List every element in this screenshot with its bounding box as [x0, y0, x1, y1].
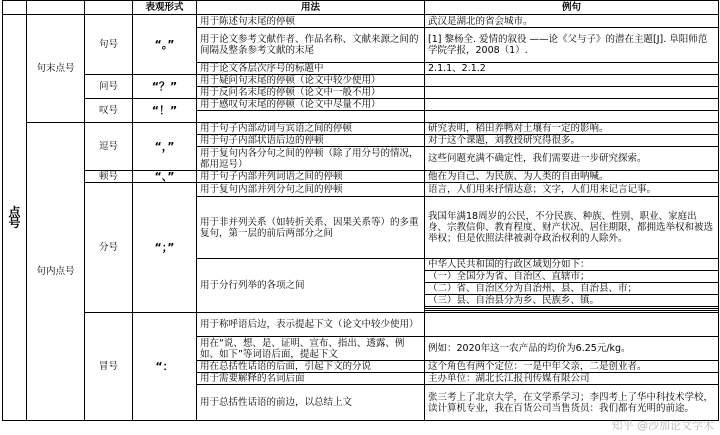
header-blank-3	[85, 1, 133, 15]
subcategory-end: 句末点号	[27, 15, 85, 123]
question-usage-1: 用于疑问句末尾的停顿（论文中较少使用）	[197, 75, 425, 87]
name-exclaim: 叹号	[85, 99, 133, 123]
question-example-1	[425, 75, 719, 87]
comma-example-2: 对于这个课题，刘教授研究得很多。	[425, 135, 719, 147]
mark-semicolon: “；”	[133, 183, 197, 313]
colon-usage-1: 用于称呼语后边，表示提起下文（论文中较少使用）	[197, 313, 425, 337]
comma-usage-1: 用于句子内部动词与宾语之间的停顿	[197, 123, 425, 135]
semicolon-example-3-line-2: （一）全国分为省、自治区、直辖市；	[425, 271, 719, 283]
name-dun: 顿号	[85, 171, 133, 183]
semicolon-usage-3: 用于分行列举的各项之间	[197, 259, 425, 313]
semicolon-example-2: 我国年满18周岁的公民，不分民族、种族、性别、职业、家庭出身、宗教信仰、教育程度、财产状况、居住期限，都拥选举权和被选举权；但是依照法律被剥夺政治权利的人除外。	[425, 197, 719, 259]
comma-usage-2: 用于句子内部状语后边的停顿	[197, 135, 425, 147]
semicolon-usage-1: 用于复句内部并列分句之间的停顿	[197, 183, 425, 197]
comma-usage-3: 用于复句内各分句之间的停顿（除了用分号的情况，都用逗号）	[197, 147, 425, 171]
colon-usage-2: 用在“说、想、是、证明、宣布、指出、透露、例如、如下”等词语后面，提起下文	[197, 337, 425, 361]
exclaim-usage-1: 用于感叹句末尾的停顿（论文中尽量不用）	[197, 99, 425, 111]
exclaim-example-1	[425, 99, 719, 111]
header-usage: 用法	[197, 1, 425, 15]
colon-example-2: 例如：2020年这一农产品的均价为6.25元/kg。	[425, 337, 719, 361]
name-colon: 冒号	[85, 313, 133, 421]
colon-usage-5: 用于总括性话语的前边，以总结上文	[197, 385, 425, 421]
comma-example-3: 这些问题充满不确定性，我们需要进一步研究探索。	[425, 147, 719, 171]
name-period: 句号	[85, 15, 133, 75]
exclaim-example-blank	[425, 111, 719, 123]
colon-example-4: 主办单位：湖北长江报刊传媒有限公司	[425, 373, 719, 385]
period-usage-1: 用于陈述句末尾的停顿	[197, 15, 425, 28]
subcategory-inner: 句内点号	[27, 123, 85, 421]
colon-example-5: 张三考上了北京大学，在文学系学习；李四考上了华中科技术学校，读计算机专业，我在百货公司当售货员：我们都有光明的前途。	[425, 385, 719, 421]
category-dianhao: 点号	[3, 15, 27, 421]
period-usage-3: 用于论文各层次序号的标题中	[197, 63, 425, 75]
mark-colon: “：	[133, 313, 197, 421]
question-example-2	[425, 87, 719, 99]
colon-example-3: 这个角色有两个定位：一是中年父亲，二是创业者。	[425, 361, 719, 373]
semicolon-example-3-line-4: （三）县、自治县分为乡、民族乡、镇。	[425, 295, 719, 307]
semicolon-example-3-line-1: 中华人民共和国的行政区域划分如下：	[425, 259, 719, 271]
semicolon-usage-2: 用于非并列关系（如转折关系、因果关系等）的多重复句，第一层的前后两部分之间	[197, 197, 425, 259]
period-example-2: [1] 黎杨全. 爱情的叙役 ——论《父与子》的潜在主题[J]. 阜阳师范学院学报，2008（1）.	[425, 28, 719, 63]
mark-dun: “、”	[133, 171, 197, 183]
colon-usage-4: 用于需要解释的名词后面	[197, 373, 425, 385]
punctuation-table	[2, 0, 719, 421]
dun-usage-1: 用于句子内部并列词语之间的停顿	[197, 171, 425, 183]
exclaim-usage-blank	[197, 111, 425, 123]
semicolon-example-1: 语言，人们用来抒情达意；文字，人们用来记言记事。	[425, 183, 719, 197]
header-form: 表观形式	[133, 1, 197, 15]
period-example-1: 武汉是湖北的省会城市。	[425, 15, 719, 28]
colon-example-1	[425, 313, 719, 337]
comma-example-1: 研究表明，稻田养鸭对土壤有一定的影响。	[425, 123, 719, 135]
question-usage-2: 用于反问名末尾的停顿（论文中一般不用）	[197, 87, 425, 99]
name-question: 问号	[85, 75, 133, 99]
mark-period: “。”	[133, 15, 197, 75]
period-usage-2: 用于论文参考文献作者、作品名称、文献来源之间的间隔及整条参考文献的末尾	[197, 28, 425, 63]
mark-question: “？”	[133, 75, 197, 99]
period-example-3: 2.1.1、2.1.2	[425, 63, 719, 75]
name-comma: 逗号	[85, 123, 133, 171]
header-blank-1	[3, 1, 27, 15]
dun-example-1: 他在为自己、为民族、为人类的自由呐喊。	[425, 171, 719, 183]
header-blank-2	[27, 1, 85, 15]
mark-comma: “，”	[133, 123, 197, 171]
colon-usage-3: 用在总括性话语的后面，引起下文的分说	[197, 361, 425, 373]
mark-exclaim: “！”	[133, 99, 197, 123]
header-example: 例句	[425, 1, 719, 15]
name-semicolon: 分号	[85, 183, 133, 313]
semicolon-example-3-line-3: （二）省、自治区分为自治州、县、自治县、市；	[425, 283, 719, 295]
watermark: 知乎 @沙加论文学术	[611, 419, 714, 432]
